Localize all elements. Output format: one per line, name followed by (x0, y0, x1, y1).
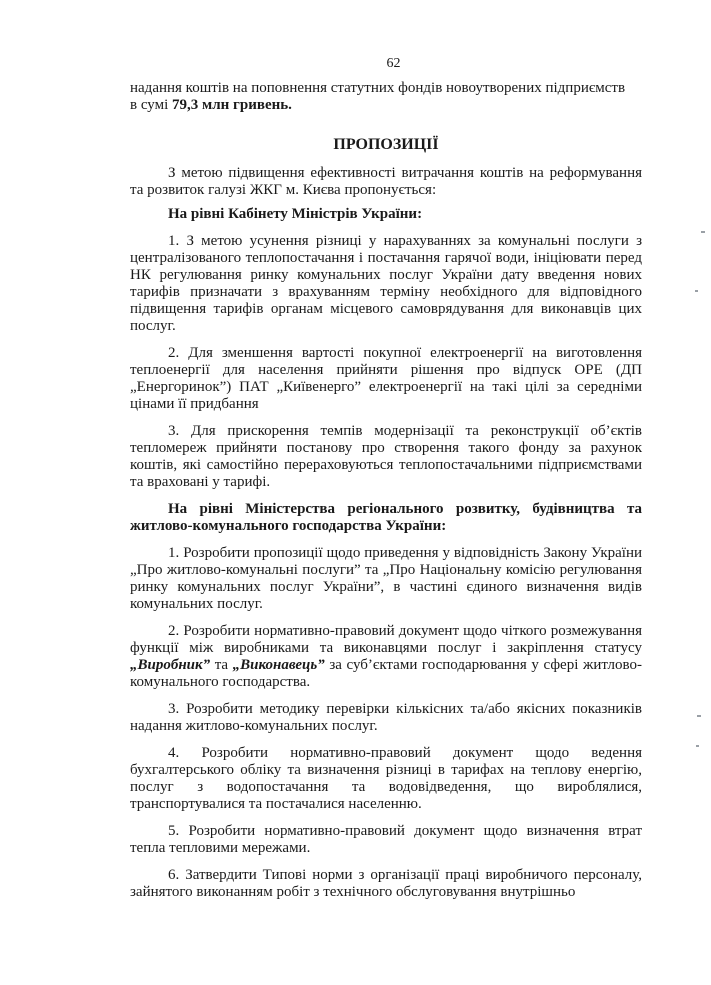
intro-line2-prefix: в сумі (130, 97, 173, 113)
document-body (130, 80, 642, 901)
scan-speck (701, 231, 705, 233)
section2-item3: 3. Розробити методику перевірки кількісних та/або якісних показників надання житлово-комунальних послуг. (130, 701, 642, 734)
section-heading: ПРОПОЗИЦІЇ (333, 136, 439, 153)
section1-title: На рівні Кабінету Міністрів України: (168, 206, 423, 222)
lead-paragraph: З метою підвищення ефективності витрачання коштів на реформування та розвиток галузі ЖКГ м. Києва пропонується: (130, 165, 642, 198)
section2-item2-c: та (210, 657, 233, 673)
intro-paragraph (130, 80, 642, 114)
section2-title: На рівні Міністерства регіонального розвитку, будівництва та житлово-комунального господарства України: (130, 501, 642, 534)
section1-item1: 1. З метою усунення різниці у нарахуваннях за комунальні послуги з централізованого теплопостачання і постачання гарячої води, ініціювати перед НК регулювання ринку комунальних послуг України дату введення нових тарифів призначати з врахуванням терміну необхідного для відповідного підвищення тарифів органам місцевого самоврядування для виконавців цих послуг. (130, 233, 642, 334)
scan-speck (697, 715, 701, 717)
section2-item4: 4. Розробити нормативно-правовий документ щодо ведення бухгалтерського обліку та визначення різниці в тарифах на теплову енергію, послуг з водопостачання та водовідведення, що вироблялися, транспортувалися та постачалися населенню. (130, 745, 642, 812)
section2-item5: 5. Розробити нормативно-правовий документ щодо визначення втрат тепла тепловими мережами. (130, 823, 642, 856)
section2-item1: 1. Розробити пропозиції щодо приведення у відповідність Закону України „Про житлово-комунальні послуги” та „Про Національну комісію регулювання ринку комунальних послуг України”, в частині єдиного визначення видів комунальних послуг. (130, 545, 642, 612)
scan-speck (695, 290, 698, 292)
intro-line1: надання коштів на поповнення статутних фондів новоутворених підприємств (130, 80, 626, 96)
status-executor: „Виконавець” (232, 657, 325, 673)
page-number: 62 (386, 56, 401, 71)
status-producer: „Виробник” (130, 657, 211, 673)
scan-speck (696, 745, 699, 747)
section1-item2: 2. Для зменшення вартості покупної електроенергії на виготовлення теплоенергії для населення прийняти рішення про відпуск ОРЕ (ДП „Енергоринок”) ПАТ „Київенерго” електроенергії на такі цілі за середніми цінами її придбання (130, 345, 642, 412)
intro-amount: 79,3 млн гривень. (172, 97, 292, 113)
section2-item2-a: 2. Розробити нормативно-правовий документ щодо чіткого розмежування функції між виробниками та виконавцями послуг і закріплення статусу (130, 623, 642, 656)
section1-item3: 3. Для прискорення темпів модернізації та реконструкції об’єктів тепломереж прийняти постанову про створення такого фонду за рахунок коштів, які самостійно перераховуються теплопостачальними підприємствами та враховані у тарифі. (130, 423, 642, 490)
section2-item6: 6. Затвердити Типові норми з організації праці виробничого персоналу, зайнятого виконанням робіт з технічного обслуговування внутрішньо (130, 867, 642, 900)
section2-item2-d: за суб’єктами господарювання у сфері житлово-комунального господарства. (130, 657, 642, 690)
section2-item2 (130, 623, 642, 691)
